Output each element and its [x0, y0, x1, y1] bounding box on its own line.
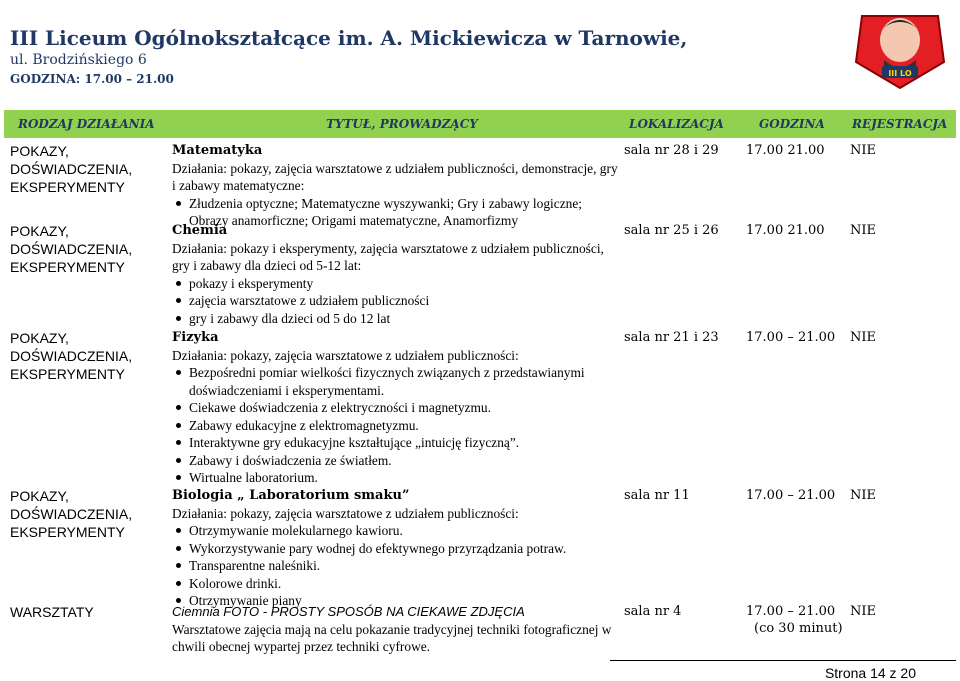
- row-activity: [172, 487, 622, 610]
- footer-divider: [610, 660, 956, 661]
- list-item: zajęcia warsztatowe z udziałem publiczności: [172, 292, 622, 310]
- row-title: Ciemnia FOTO - PROSTY SPOSÓB NA CIEKAWE ZDJĘCIA: [172, 604, 525, 619]
- row-time-cell: [746, 603, 846, 637]
- list-item: Transparentne naleśniki.: [172, 557, 622, 575]
- list-item: Wykorzystywanie pary wodnej do efektywnego przyrządzania potraw.: [172, 540, 622, 558]
- row-registration: NIE: [850, 223, 876, 238]
- list-item: gry i zabawy dla dzieci od 5 do 12 lat: [172, 310, 622, 328]
- row-description: Działania: pokazy, zajęcia warsztatowe z udziałem publiczności, demonstracje, gry i zabawy matematyczne:: [172, 160, 618, 193]
- list-item: Wirtualne laboratorium.: [172, 469, 622, 487]
- row-activity: [172, 222, 622, 327]
- header-title: TYTUŁ, PROWADZĄCY: [326, 117, 478, 131]
- page-number: Strona 14 z 20: [824, 665, 916, 681]
- table-header: [4, 110, 956, 138]
- row-time: 17.00 – 21.00: [746, 604, 836, 619]
- row-time: 17.00 21.00: [746, 143, 825, 158]
- row-item-list: [172, 522, 622, 610]
- list-item: Interaktywne gry edukacyjne kształtujące „intuicję fizyczną”.: [172, 434, 622, 452]
- school-address: ul. Brodzińskiego 6: [10, 52, 147, 68]
- row-type: POKAZY, DOŚWIADCZENIA, EKSPERYMENTY: [10, 143, 133, 195]
- row-time-note: (co 30 minut): [754, 621, 843, 636]
- row-type: POKAZY, DOŚWIADCZENIA, EKSPERYMENTY: [10, 223, 133, 275]
- row-time: 17.00 21.00: [746, 223, 825, 238]
- row-description: Działania: pokazy, zajęcia warsztatowe z udziałem publiczności:: [172, 505, 519, 521]
- row-location: sala nr 11: [624, 488, 690, 503]
- list-item: Kolorowe drinki.: [172, 575, 622, 593]
- row-type: POKAZY, DOŚWIADCZENIA, EKSPERYMENTY: [10, 330, 133, 382]
- logo-text: III LO: [888, 69, 912, 78]
- row-registration: NIE: [850, 143, 876, 158]
- header-location: LOKALIZACJA: [629, 117, 724, 131]
- list-item: Złudzenia optyczne; Matematyczne wyszywanki; Gry i zabawy logiczne; Obrazy anamorficzne; Origami matematyczne, Anamorfizmy: [172, 195, 622, 230]
- row-location: sala nr 4: [624, 604, 682, 619]
- row-activity: [172, 603, 622, 656]
- school-name: III Liceum Ogólnokształcące im. A. Mickiewicza w Tarnowie,: [10, 26, 688, 50]
- school-logo: [852, 4, 948, 90]
- row-location: sala nr 25 i 26: [624, 223, 719, 238]
- list-item: Bezpośredni pomiar wielkości fizycznych związanych z przedstawianymi doświadczeniami i eksperymentami.: [172, 364, 622, 399]
- list-item: Otrzymywanie piany: [172, 592, 622, 610]
- list-item: Ciekawe doświadczenia z elektryczności i magnetyzmu.: [172, 399, 622, 417]
- row-type: WARSZTATY: [10, 604, 94, 620]
- row-location: sala nr 21 i 23: [624, 330, 719, 345]
- row-activity: [172, 329, 622, 487]
- row-time: 17.00 – 21.00: [746, 330, 836, 345]
- list-item: Zabawy edukacyjne z elektromagnetyzmu.: [172, 417, 622, 435]
- school-hours: GODZINA: 17.00 – 21.00: [10, 72, 174, 86]
- row-title: Matematyka: [172, 143, 263, 158]
- header-registration: REJESTRACJA: [852, 117, 948, 131]
- row-registration: NIE: [850, 330, 876, 345]
- header-type: RODZAJ DZIAŁANIA: [18, 117, 155, 131]
- row-description: Działania: pokazy i eksperymenty, zajęcia warsztatowe z udziałem publiczności, gry i zabawy dla dzieci od 5-12 lat:: [172, 240, 604, 273]
- list-item: Zabawy i doświadczenia ze światłem.: [172, 452, 622, 470]
- row-description: Działania: pokazy, zajęcia warsztatowe z udziałem publiczności:: [172, 347, 519, 363]
- row-title: Chemia: [172, 223, 228, 238]
- row-location: sala nr 28 i 29: [624, 143, 719, 158]
- row-item-list: [172, 275, 622, 328]
- row-activity: [172, 142, 622, 230]
- row-item-list: [172, 364, 622, 487]
- list-item: pokazy i eksperymenty: [172, 275, 622, 293]
- row-title: Fizyka: [172, 330, 219, 345]
- list-item: Otrzymywanie molekularnego kawioru.: [172, 522, 622, 540]
- row-title: Biologia „ Laboratorium smaku”: [172, 488, 410, 503]
- row-description: Warsztatowe zajęcia mają na celu pokazanie tradycyjnej techniki fotograficznej w chwili obecnej wypartej przez techniki cyfrowe.: [172, 621, 612, 654]
- row-registration: NIE: [850, 604, 876, 619]
- row-type: POKAZY, DOŚWIADCZENIA, EKSPERYMENTY: [10, 488, 133, 540]
- row-time: 17.00 – 21.00: [746, 488, 836, 503]
- row-registration: NIE: [850, 488, 876, 503]
- header-time: GODZINA: [759, 117, 825, 131]
